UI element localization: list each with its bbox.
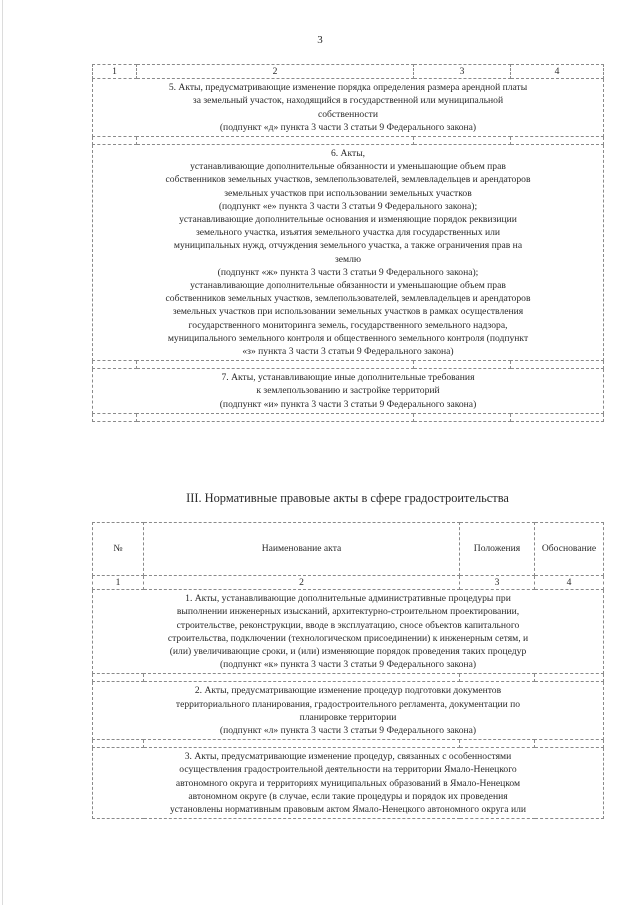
caption-line: выполнении инженерных изысканий, архитектурно-строительном проектировании,: [176, 606, 520, 618]
column-number: 1: [93, 576, 144, 590]
caption-line: государственного мониторинга земель, государственного земельного надзора,: [188, 319, 508, 331]
caption-line: установлены нормативным правовым актом Ямало-Ненецкого автономного округа или: [169, 804, 527, 816]
column-number: 2: [144, 576, 460, 590]
caption-line: 1. Акты, устанавливающие дополнительные административные процедуры при: [185, 593, 511, 605]
page-number: 3: [317, 34, 323, 46]
caption-line: земельных участков при использовании земельных участков: [224, 187, 472, 199]
caption-line: 2. Акты, предусматривающие изменение процедур подготовки документов: [194, 685, 502, 697]
caption-line: земельных участков при использовании земельных участков в рамках осуществления: [172, 306, 524, 318]
caption-line: 5. Акты, предусматривающие изменение порядка определения размера арендной платы: [168, 82, 528, 94]
caption-line: территориального планирования, градостроительного регламента, документации по: [175, 698, 521, 710]
caption-line: к землепользованию и застройке территорий: [256, 385, 440, 397]
caption-line: строительстве, реконструкции, вводе в эксплуатацию, сносе объектов капитального: [176, 619, 520, 631]
group-caption-2: [93, 682, 604, 740]
table-header-row: [93, 523, 604, 576]
group-caption-6: [93, 145, 604, 361]
caption-line: (подпункт «л» пункта 3 части 3 статьи 9 Федерального закона): [219, 725, 477, 737]
caption-line: за земельный участок, находящийся в государственной или муниципальной: [192, 95, 504, 107]
empty-row: [93, 137, 604, 145]
caption-line: осуществления градостроительной деятельности на территории Ямало-Ненецкого: [179, 764, 517, 776]
caption-line: «з» пункта 3 части 3 статьи 9 Федерального закона): [242, 346, 454, 358]
header-act-name: Наименование акта: [144, 523, 460, 576]
header-justification: Обоснование: [535, 523, 604, 576]
caption-line: земельного участка, изъятия земельного участка для государственных или: [195, 227, 501, 239]
caption-line: землю: [334, 253, 362, 265]
column-number: 3: [460, 576, 535, 590]
caption-line: (подпункт «д» пункта 3 части 3 статьи 9 Федерального закона): [219, 121, 477, 133]
caption-line: 6. Акты,: [330, 148, 366, 160]
caption-line: (подпункт «к» пункта 3 части 3 статьи 9 Федерального закона): [219, 659, 477, 671]
caption-line: собственников земельных участков, землепользователей, землевладельцев и арендаторов: [165, 293, 531, 305]
empty-row: [93, 413, 604, 421]
empty-row: [93, 674, 604, 682]
caption-line: планировке территории: [299, 711, 397, 723]
group-caption-row: [93, 79, 604, 137]
column-number: 4: [511, 65, 604, 79]
group-caption-1: [93, 590, 604, 674]
column-number: 3: [414, 65, 511, 79]
group-caption-row: [93, 369, 604, 414]
caption-line: (подпункт «е» пункта 3 части 3 статьи 9 Федерального закона);: [218, 200, 478, 212]
caption-line: муниципальных нужд, отчуждения земельного участка, а также ограничения прав на: [173, 240, 523, 252]
caption-line: 7. Акты, устанавливающие иные дополнительные требования: [221, 372, 475, 384]
caption-line: (подпункт «ж» пункта 3 части 3 статьи 9 Федерального закона);: [217, 266, 479, 278]
group-caption-7: [93, 369, 604, 414]
caption-line: устанавливающие дополнительные обязанности и уменьшающие объем прав: [190, 280, 506, 292]
caption-line: 3. Акты, предусматривающие изменение процедур, связанных с особенностями: [184, 751, 512, 763]
group-caption-3: [93, 748, 604, 819]
caption-line: автономном округе (в случае, если такие процедуры и порядок их проведения: [188, 790, 508, 802]
caption-line: (подпункт «и» пункта 3 части 3 статьи 9 Федерального закона): [219, 398, 477, 410]
caption-line: автономного округа и территориях муниципальных образований в Ямало-Ненецком: [175, 777, 521, 789]
acts-table-urban-planning: [92, 522, 604, 819]
caption-line: строительства, подключении (технологическом присоединении) к инженерным сетям, и: [167, 632, 529, 644]
caption-line: устанавливающие дополнительные основания и изменяющие порядок реквизиции: [179, 214, 517, 226]
group-caption-5: [93, 79, 604, 137]
column-number: 4: [535, 576, 604, 590]
caption-line: (или) увеличивающие сроки, и (или) изменяющие порядок проведения таких процедур: [169, 646, 527, 658]
column-numbers-row: [93, 576, 604, 590]
group-caption-row: [93, 145, 604, 361]
group-caption-row: [93, 682, 604, 740]
caption-line: муниципального земельного контроля и общественного земельного контроля (подпункт: [167, 332, 529, 344]
empty-row: [93, 740, 604, 748]
group-caption-row: [93, 590, 604, 674]
column-numbers-row: [93, 65, 604, 79]
header-number: №: [93, 523, 144, 576]
column-number: 1: [93, 65, 137, 79]
scan-margin-line: [2, 0, 3, 905]
column-number: 2: [137, 65, 414, 79]
caption-line: собственности: [317, 108, 378, 120]
section-title: III. Нормативные правовые акты в сфере градостроительства: [186, 491, 509, 505]
header-provisions: Положения: [460, 523, 535, 576]
group-caption-row: [93, 748, 604, 819]
acts-table-land: [92, 64, 604, 422]
caption-line: собственников земельных участков, землепользователей, землевладельцев и арендаторов: [165, 174, 531, 186]
empty-row: [93, 361, 604, 369]
caption-line: устанавливающие дополнительные обязанности и уменьшающие объем прав: [190, 161, 506, 173]
